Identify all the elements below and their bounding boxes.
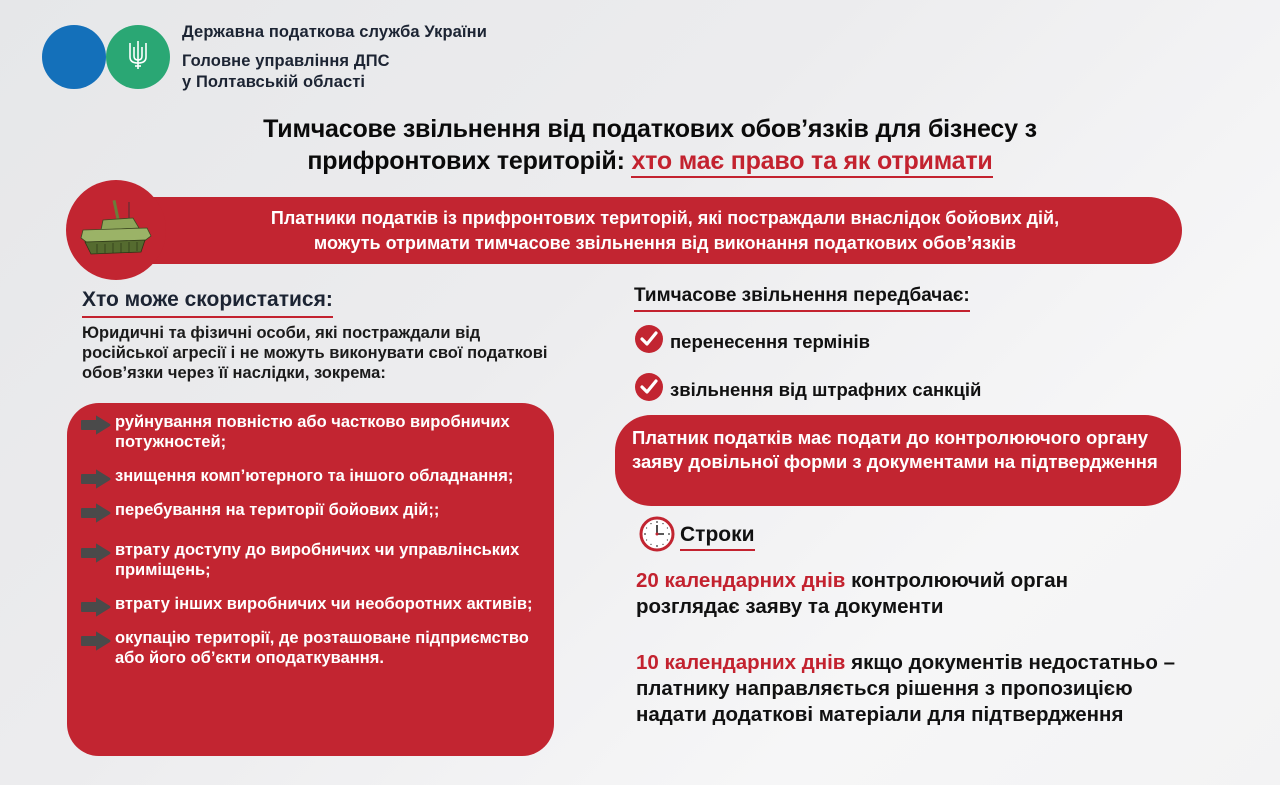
provides-heading: Тимчасове звільнення передбачає: (634, 285, 970, 312)
eligibility-list (80, 412, 540, 682)
logo-blue-circle (42, 25, 106, 89)
arrow-right-icon (80, 597, 112, 622)
trident-icon (127, 39, 149, 76)
term-10-highlight: 10 календарних днів (636, 651, 846, 674)
check-circle-icon (634, 372, 664, 407)
logo-green-circle (106, 25, 170, 89)
clock-icon (639, 516, 675, 557)
term-10-days (636, 650, 1176, 728)
provides-item: звільнення від штрафних санкцій (634, 372, 981, 407)
who-description: Юридичні та фізичні особи, які постраждали від російської агресії і не можуть виконувати свої податкові обов’язки через її наслідки, зокрема: (82, 324, 548, 382)
term-20-highlight: 20 календарних днів (636, 569, 846, 592)
check-circle-icon (634, 324, 664, 359)
term-20-text: контролюючий орган розглядає заяву та документи (636, 569, 1068, 618)
application-text: Платник податків має подати до контролюючого органу заяву довільної форми з документами на підтвердження (632, 427, 1158, 472)
intro-line-2: можуть отримати тимчасове звільнення від виконання податкових обов’язків (313, 233, 1017, 253)
provides-item: перенесення термінів (634, 324, 870, 359)
list-item: втрату доступу до виробничих чи управлінських приміщень; (80, 540, 540, 580)
arrow-right-icon (80, 631, 112, 656)
title-prefix: прифронтових територій: (307, 147, 632, 175)
org-name: Державна податкова служба України (182, 23, 487, 41)
arrow-right-icon (80, 415, 112, 440)
terms-heading: Строки (680, 523, 755, 551)
list-item: окупацію території, де розташоване підприємство або його об’єкти оподаткування. (80, 628, 540, 668)
term-10-text: якщо документів недостатньо – платнику направляється рішення з пропозицією надати додаткові матеріали для підтвердження (636, 651, 1176, 726)
who-heading: Хто може скористатися: (82, 288, 333, 318)
page-title (150, 113, 1150, 177)
arrow-right-icon (80, 469, 112, 494)
title-line-1: Тимчасове звільнення від податкових обов’язків для бізнесу з (263, 115, 1037, 143)
term-20-days (636, 568, 1176, 620)
list-item: знищення комп’ютерного та іншого обладнання; (80, 466, 540, 486)
arrow-right-icon (80, 503, 112, 528)
intro-text (165, 206, 1165, 256)
title-line-2 (150, 145, 1150, 177)
list-item: втрату інших виробничих чи необоротних активів; (80, 594, 540, 614)
tank-icon (77, 198, 155, 263)
terms-heading-row (639, 516, 755, 557)
list-item: перебування на території бойових дій;; (80, 500, 540, 520)
org-department: Головне управління ДПС (182, 52, 390, 70)
title-highlight: хто має право та як отримати (631, 147, 992, 178)
tank-badge (66, 180, 166, 280)
org-region: у Полтавській області (182, 73, 366, 91)
intro-line-1: Платники податків із прифронтових територій, які постраждали внаслідок бойових дій, (270, 208, 1060, 228)
list-item: руйнування повністю або частково виробничих потужностей; (80, 412, 540, 452)
arrow-right-icon (80, 543, 112, 568)
